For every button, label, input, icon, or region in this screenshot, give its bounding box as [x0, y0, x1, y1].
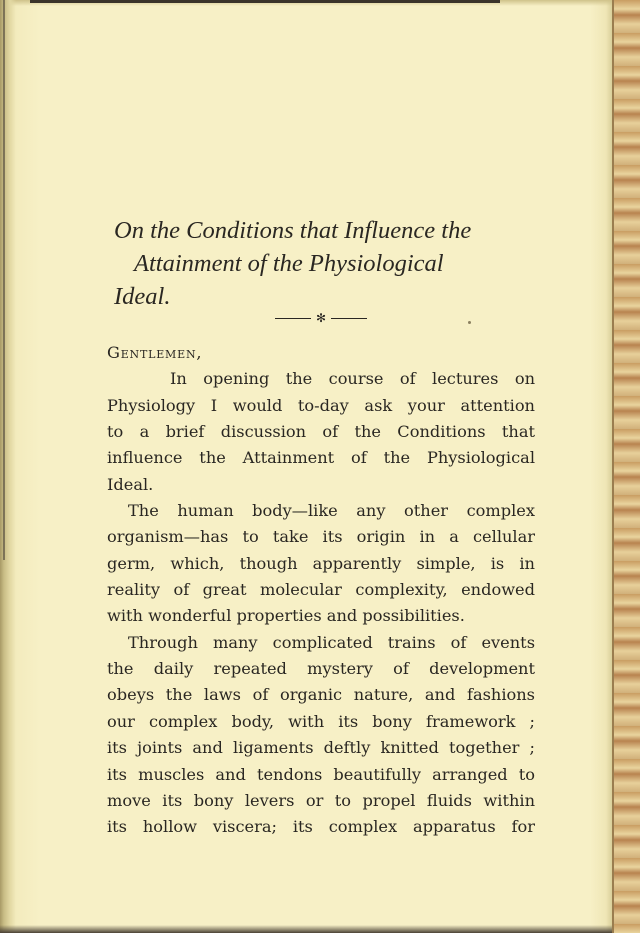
text-line: Ideal. — [107, 474, 154, 494]
gutter-line — [3, 0, 5, 560]
paragraph — [107, 630, 535, 841]
lecture-title — [114, 214, 564, 313]
print-speck — [468, 321, 471, 324]
text-line: the daily repeated mystery of development — [107, 659, 535, 679]
page-bottom-edge — [0, 925, 612, 933]
book-spine-edge — [612, 0, 640, 933]
text-line: to a brief discussion of the Conditions that — [107, 422, 535, 442]
text-line: its hollow viscera; its complex apparatus for — [107, 817, 535, 837]
text-line: Through many complicated trains of events — [128, 632, 535, 652]
paragraph — [107, 498, 535, 630]
text-line: germ, which, though apparently simple, is in — [107, 553, 535, 573]
ornament-star-icon: ✻ — [315, 311, 327, 325]
text-line: organism—has to take its origin in a cellular — [107, 527, 535, 547]
text-line: influence the Attainment of the Physiological — [107, 448, 535, 468]
text-line: In opening the course of lectures on — [170, 369, 535, 389]
text-line: Physiology I would to-day ask your attention — [107, 395, 535, 415]
title-line: Ideal. — [114, 283, 171, 310]
text-line: our complex body, with its bony framework ; — [107, 711, 535, 731]
text-line: obeys the laws of organic nature, and fashions — [107, 685, 535, 705]
text-line: with wonderful properties and possibilities. — [107, 606, 465, 626]
text-line: The human body—like any other complex — [128, 501, 535, 521]
page-top-rule — [30, 0, 500, 3]
text-line: reality of great molecular complexity, endowed — [107, 580, 535, 600]
text-line: its joints and ligaments deftly knitted together ; — [107, 738, 535, 758]
paragraph — [107, 366, 535, 498]
ornament-rule-right — [331, 318, 367, 319]
title-ornament — [275, 311, 367, 325]
title-line: Attainment of the Physiological — [134, 250, 444, 277]
title-line: On the Conditions that Influence the — [114, 217, 472, 244]
text-line: its muscles and tendons beautifully arranged to — [107, 764, 535, 784]
lecture-body — [107, 340, 535, 841]
salutation: Gentlemen, — [107, 343, 203, 362]
text-line: move its bony levers or to propel fluids within — [107, 790, 535, 810]
ornament-rule-left — [275, 318, 311, 319]
